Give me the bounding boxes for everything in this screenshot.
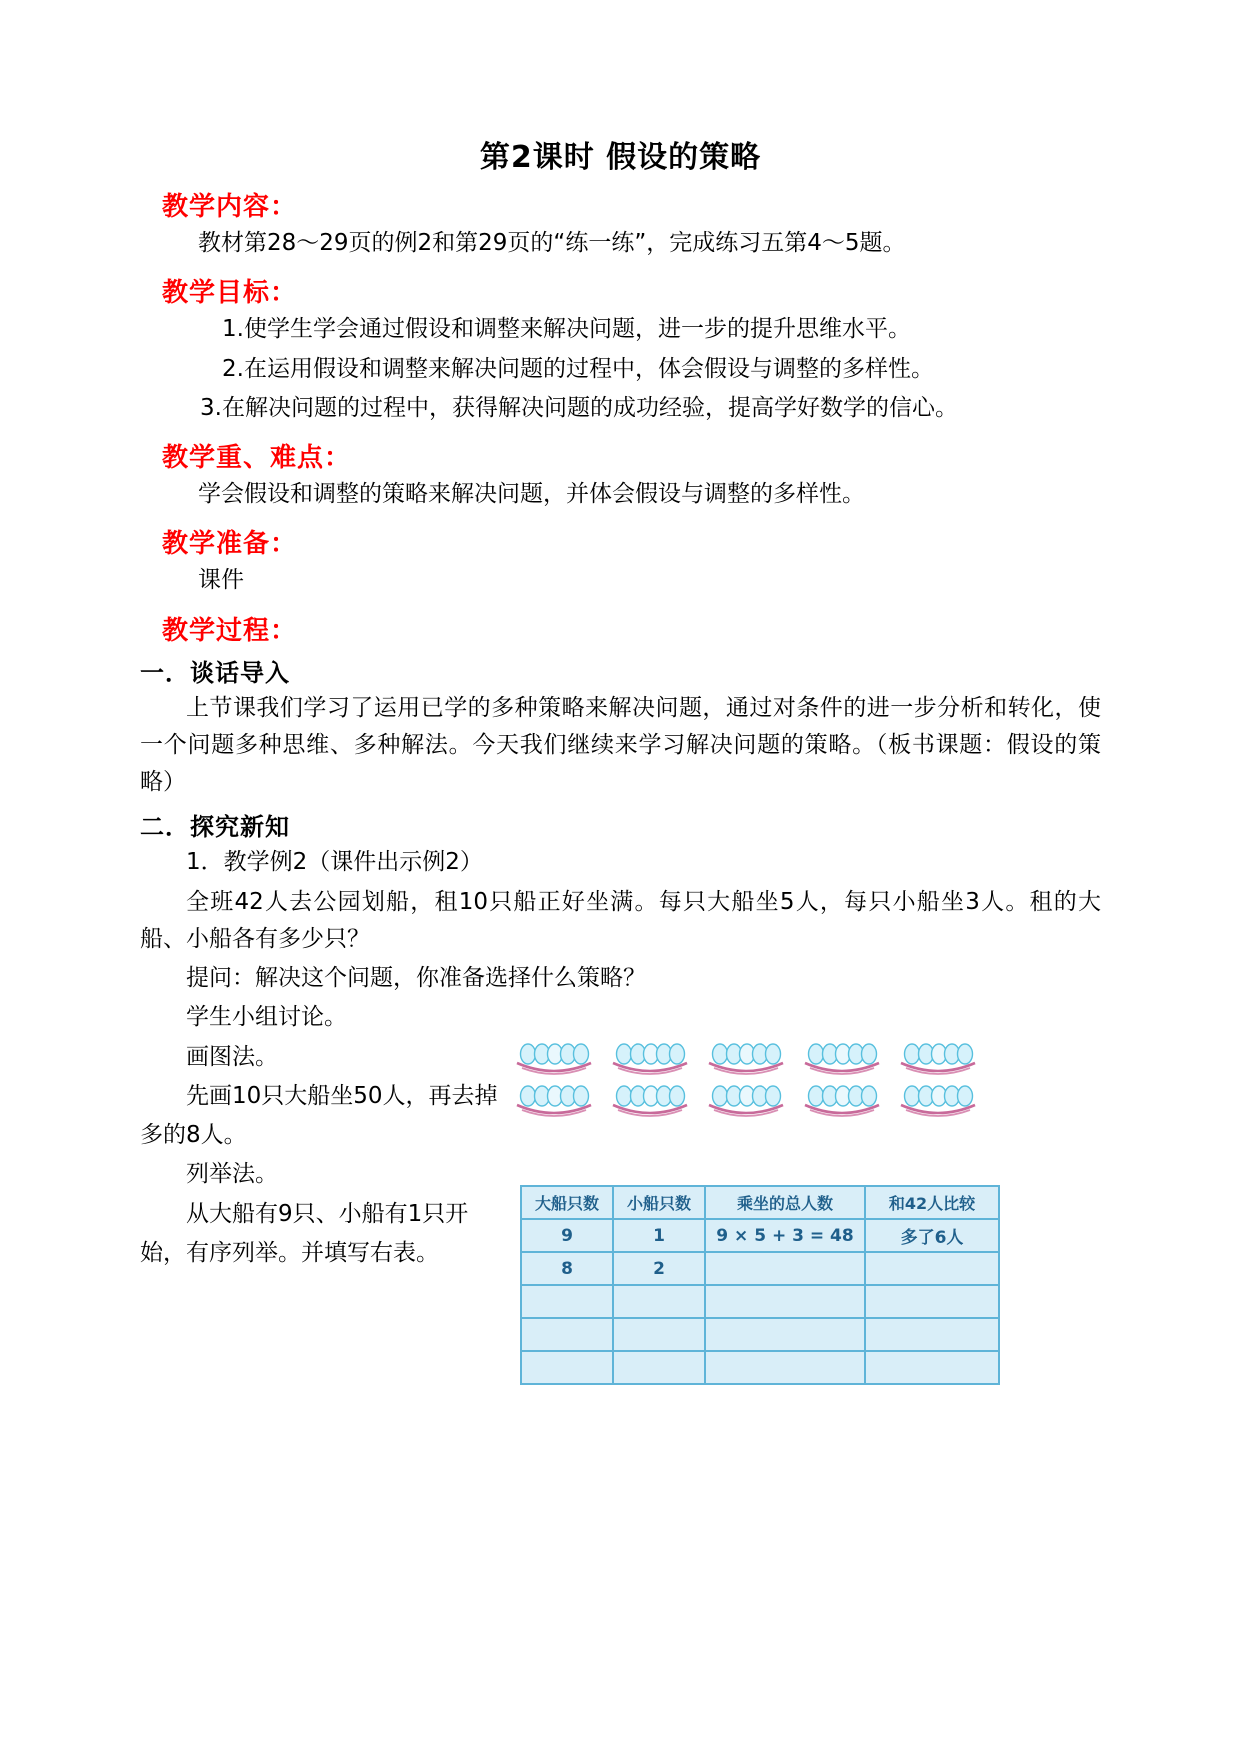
boat-icon bbox=[515, 1039, 593, 1077]
method-list-label: 列举法。 bbox=[186, 1161, 278, 1188]
table-cell bbox=[865, 1318, 999, 1351]
section-heading-preparation: 教学准备： bbox=[162, 529, 298, 560]
boat-icon bbox=[707, 1039, 785, 1077]
table-row bbox=[521, 1351, 999, 1384]
table-row bbox=[521, 1252, 999, 1285]
table-cell bbox=[613, 1318, 705, 1351]
table-header-cell: 乘坐的总人数 bbox=[705, 1186, 865, 1219]
step-heading-two: 二．探究新知 bbox=[140, 813, 290, 842]
table-cell bbox=[613, 1351, 705, 1384]
section-heading-content: 教学内容： bbox=[162, 192, 298, 222]
objective-item-1: 1.使学生学会通过假设和调整来解决问题，进一步的提升思维水平。 bbox=[222, 316, 911, 343]
table-header-row bbox=[521, 1186, 999, 1219]
table-cell: 1 bbox=[613, 1219, 705, 1252]
list-desc-line-1: 从大船有9只、小船有1只开 bbox=[186, 1200, 469, 1227]
step-heading-one: 一．谈话导入 bbox=[140, 658, 290, 687]
boat-icon bbox=[899, 1039, 977, 1077]
boats-illustration bbox=[515, 1039, 1015, 1123]
boat-row bbox=[515, 1039, 1015, 1077]
table-cell bbox=[705, 1285, 865, 1318]
method-draw-label: 画图法。 bbox=[186, 1043, 278, 1070]
step-two-item-1: 1．教学例2（课件出示例2） bbox=[186, 849, 483, 876]
table-header-cell: 和42人比较 bbox=[865, 1186, 999, 1219]
step-two-discuss: 学生小组讨论。 bbox=[186, 1004, 347, 1031]
boat-icon bbox=[515, 1081, 593, 1119]
list-desc-line-2: 始，有序列举。并填写右表。 bbox=[140, 1239, 439, 1266]
table-cell: 9 bbox=[521, 1219, 613, 1252]
table-cell: 2 bbox=[613, 1252, 705, 1285]
draw-method-text bbox=[140, 1039, 530, 1273]
keypoints-line: 学会假设和调整的策略来解决问题，并体会假设与调整的多样性。 bbox=[198, 481, 865, 507]
boat-icon bbox=[899, 1081, 977, 1119]
step-one-paragraph: 上节课我们学习了运用已学的多种策略来解决问题，通过对条件的进一步分析和转化，使一个问题多种思维、多种解法。今天我们继续来学习解决问题的策略。（板书课题：假设的策略） bbox=[140, 694, 1101, 795]
table-cell bbox=[521, 1351, 613, 1384]
table-cell bbox=[705, 1252, 865, 1285]
boat-row bbox=[515, 1081, 1015, 1119]
table-cell: 8 bbox=[521, 1252, 613, 1285]
section-heading-process: 教学过程： bbox=[162, 615, 298, 646]
table-cell bbox=[865, 1252, 999, 1285]
step-two-question: 提问：解决这个问题，你准备选择什么策略？ bbox=[186, 965, 646, 991]
section-heading-keypoints: 教学重、难点： bbox=[162, 443, 352, 473]
table-cell bbox=[865, 1351, 999, 1384]
table-row bbox=[521, 1219, 999, 1252]
boat-icon bbox=[611, 1039, 689, 1077]
table-header-cell: 大船只数 bbox=[521, 1186, 613, 1219]
objective-item-3: 3.在解决问题的过程中，获得解决问题的成功经验，提高学好数学的信心。 bbox=[200, 394, 958, 421]
table-cell: 多了6人 bbox=[865, 1219, 999, 1252]
objective-item-2: 2.在运用假设和调整来解决问题的过程中，体会假设与调整的多样性。 bbox=[222, 355, 934, 382]
table-cell bbox=[865, 1285, 999, 1318]
table-cell bbox=[705, 1318, 865, 1351]
table-cell bbox=[705, 1351, 865, 1384]
boat-icon bbox=[707, 1081, 785, 1119]
step-two-problem: 全班42人去公园划船，租10只船正好坐满。每只大船坐5人，每只小船坐3人。租的大船、小船各有多少只？ bbox=[140, 888, 1101, 952]
boat-icon bbox=[611, 1081, 689, 1119]
table-header-cell: 小船只数 bbox=[613, 1186, 705, 1219]
enumeration-table bbox=[520, 1185, 1000, 1385]
table-cell bbox=[521, 1285, 613, 1318]
table-cell bbox=[521, 1318, 613, 1351]
table-row bbox=[521, 1318, 999, 1351]
draw-desc-line-1: 先画10只大船坐50人，再去掉 bbox=[186, 1082, 498, 1109]
table-row bbox=[521, 1285, 999, 1318]
enumeration-table-wrapper bbox=[520, 1185, 998, 1385]
table-cell bbox=[613, 1285, 705, 1318]
page-title: 第2课时 假设的策略 bbox=[479, 140, 762, 175]
boat-icon bbox=[803, 1039, 881, 1077]
boat-icon bbox=[803, 1081, 881, 1119]
section-heading-objectives: 教学目标： bbox=[162, 278, 298, 309]
draw-desc-line-2: 多的8人。 bbox=[140, 1122, 247, 1148]
preparation-line: 课件 bbox=[198, 567, 244, 594]
table-cell: 9 × 5 + 3 = 48 bbox=[705, 1219, 865, 1252]
section-content-line: 教材第28～29页的例2和第29页的“练一练”，完成练习五第4～5题。 bbox=[198, 230, 906, 256]
